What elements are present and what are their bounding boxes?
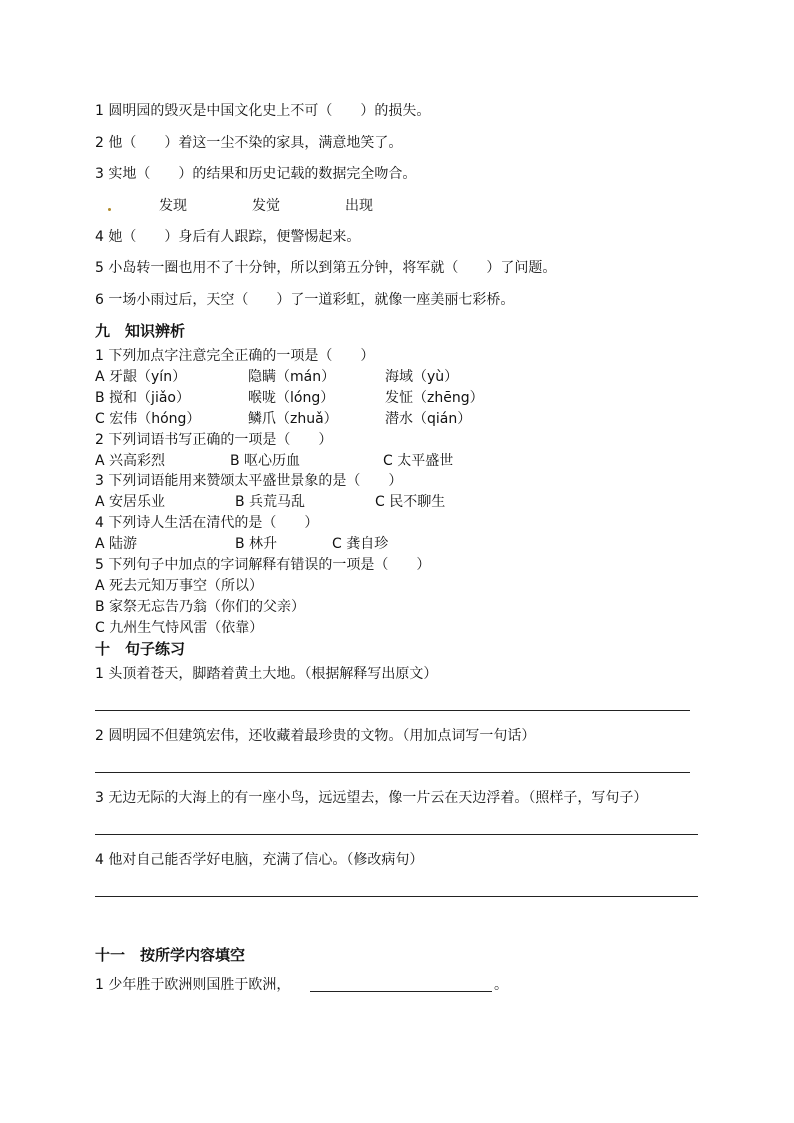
sec9-q1-option-c3: 潜水（qián） xyxy=(385,411,472,427)
sec9-question-4: 4 下列诗人生活在清代的是（ ） xyxy=(95,515,319,531)
sec9-q5-option-b: B 家祭无忘告乃翁（你们的父亲） xyxy=(95,599,306,615)
sec9-q1-option-b3: 发怔（zhēng） xyxy=(385,390,484,406)
sec9-question-2: 2 下列词语书写正确的一项是（ ） xyxy=(95,432,333,448)
sec10-question-2: 2 圆明园不但建筑宏伟，还收藏着最珍贵的文物。（用加点词写一句话） xyxy=(95,728,536,744)
sec8-question-2: 2 他（ ）着这一尘不染的家具，满意地笑了。 xyxy=(95,135,403,151)
sec9-q1-option-a1: A 牙龈（yín） xyxy=(95,369,187,385)
sec8-option-2: 发觉 xyxy=(252,198,280,214)
bullet-dot-icon xyxy=(108,208,111,211)
sec8-option-1: 发现 xyxy=(159,198,187,214)
sec11-question-1: 1 少年胜于欧洲则国胜于欧洲， xyxy=(95,977,291,993)
sec9-q1-option-b2: 喉咙（lóng） xyxy=(248,390,335,406)
sec9-q3-option-b: B 兵荒马乱 xyxy=(235,494,306,510)
answer-line-1[interactable] xyxy=(95,710,690,711)
section-9-title: 九 知识辨析 xyxy=(95,322,186,340)
sec8-option-3: 出现 xyxy=(345,198,373,214)
sec9-q2-option-c: C 太平盛世 xyxy=(383,453,454,469)
sec9-q4-option-a: A 陆游 xyxy=(95,536,138,552)
sec10-question-4: 4 他对自己能否学好电脑，充满了信心。（修改病句） xyxy=(95,852,424,868)
sec8-question-3: 3 实地（ ）的结果和历史记载的数据完全吻合。 xyxy=(95,166,417,182)
answer-line-3[interactable] xyxy=(95,834,698,835)
sec9-q1-option-a2: 隐瞒（mán） xyxy=(248,369,336,385)
sec8-question-6: 6 一场小雨过后，天空（ ）了一道彩虹，就像一座美丽七彩桥。 xyxy=(95,292,515,308)
sec9-q5-option-c: C 九州生气恃风雷（依靠） xyxy=(95,620,264,636)
sec9-question-3: 3 下列词语能用来赞颂太平盛世景象的是（ ） xyxy=(95,473,403,489)
sec9-q4-option-b: B 林升 xyxy=(235,536,278,552)
sec8-question-1: 1 圆明园的毁灭是中国文化史上不可（ ）的损失。 xyxy=(95,103,431,119)
sec9-q2-option-b: B 呕心历血 xyxy=(230,453,301,469)
fill-in-blank-line[interactable] xyxy=(310,991,492,992)
sec8-question-4: 4 她（ ）身后有人跟踪，便警惕起来。 xyxy=(95,229,361,245)
sec9-q3-option-a: A 安居乐业 xyxy=(95,494,166,510)
sec9-question-1: 1 下列加点字注意完全正确的一项是（ ） xyxy=(95,348,375,364)
sec10-question-1: 1 头顶着苍天，脚踏着黄土大地。（根据解释写出原文） xyxy=(95,666,438,682)
section-10-title: 十 句子练习 xyxy=(95,640,186,658)
sec9-q3-option-c: C 民不聊生 xyxy=(375,494,446,510)
sec10-question-3: 3 无边无际的大海上的有一座小鸟，远远望去，像一片云在天边浮着。（照样子，写句子） xyxy=(95,790,648,806)
section-11-title: 十一 按所学内容填空 xyxy=(95,946,246,964)
sec9-q5-option-a: A 死去元知万事空（所以） xyxy=(95,578,264,594)
sec8-question-5: 5 小岛转一圈也用不了十分钟，所以到第五分钟，将军就（ ）了问题。 xyxy=(95,260,557,276)
answer-line-2[interactable] xyxy=(95,772,690,773)
sec9-q1-option-c2: 鳞爪（zhuǎ） xyxy=(248,411,338,427)
sec9-q4-option-c: C 龚自珍 xyxy=(332,536,389,552)
sec9-q2-option-a: A 兴高彩烈 xyxy=(95,453,166,469)
sec9-q1-option-b1: B 搅和（jiǎo） xyxy=(95,390,190,406)
sec11-question-1-end: 。 xyxy=(494,977,508,993)
sec9-q1-option-a3: 海域（yù） xyxy=(385,369,459,385)
sec9-q1-option-c1: C 宏伟（hóng） xyxy=(95,411,201,427)
answer-line-4[interactable] xyxy=(95,896,698,897)
sec9-question-5: 5 下列句子中加点的字词解释有错误的一项是（ ） xyxy=(95,557,431,573)
